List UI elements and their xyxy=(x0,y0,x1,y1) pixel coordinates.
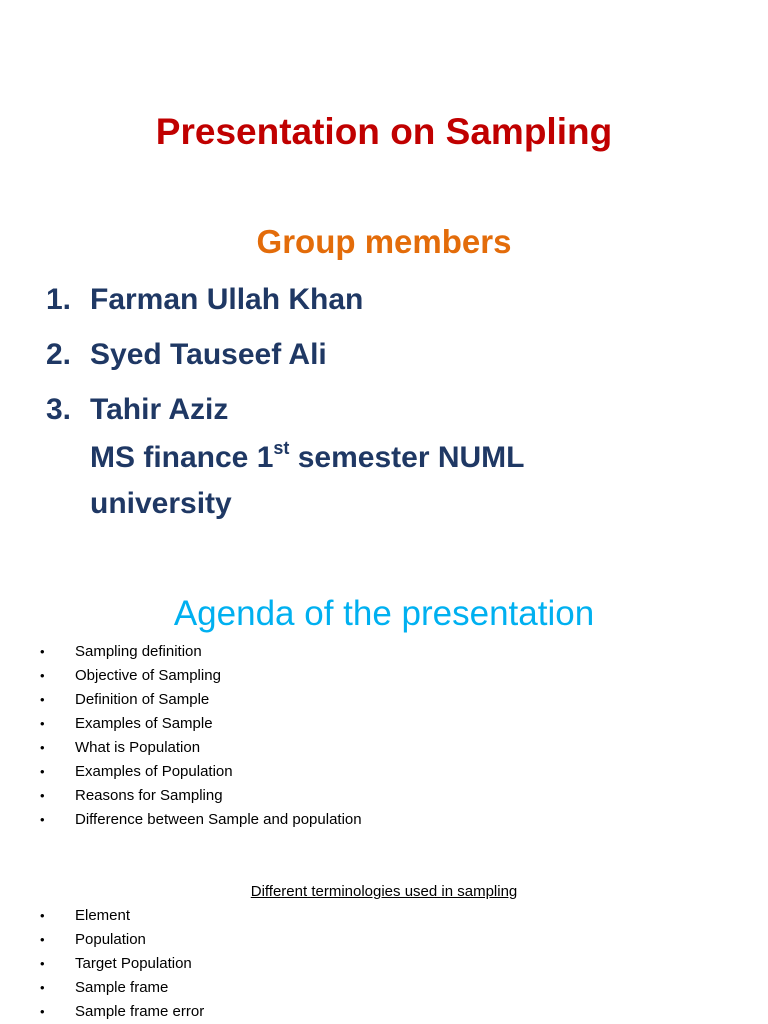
agenda-item-text: Definition of Sample xyxy=(75,691,210,708)
bullet-icon: • xyxy=(40,716,45,731)
bullet-icon: • xyxy=(40,908,45,923)
list-item xyxy=(40,976,204,1000)
member-item xyxy=(46,280,363,320)
bullet-icon: • xyxy=(40,932,45,947)
list-item xyxy=(40,904,204,928)
member-number: 3. xyxy=(46,393,72,426)
agenda-item-text: Objective of Sampling xyxy=(75,667,221,684)
agenda-item-text: Examples of Sample xyxy=(75,715,213,732)
list-item xyxy=(40,640,362,664)
list-item xyxy=(40,760,362,784)
affiliation-line2: university xyxy=(90,487,232,520)
bullet-icon: • xyxy=(40,692,45,707)
list-item xyxy=(40,808,362,832)
term-item-text: Population xyxy=(75,931,146,948)
group-members-list xyxy=(46,280,363,445)
bullet-icon: • xyxy=(40,740,45,755)
list-item xyxy=(40,784,362,808)
list-item xyxy=(40,688,362,712)
list-item xyxy=(40,952,204,976)
affiliation-superscript: st xyxy=(273,438,290,458)
bullet-icon: • xyxy=(40,764,45,779)
term-item-text: Element xyxy=(75,907,131,924)
bullet-icon: • xyxy=(40,956,45,971)
agenda-item-text: Reasons for Sampling xyxy=(75,787,223,804)
term-item-text: Target Population xyxy=(75,955,192,972)
affiliation-prefix: MS finance 1 xyxy=(90,441,274,474)
agenda-item-text: Sampling definition xyxy=(75,643,202,660)
affiliation-text xyxy=(90,435,710,527)
bullet-icon: • xyxy=(40,644,45,659)
agenda-heading: Agenda of the presentation xyxy=(173,594,595,633)
bullet-icon: • xyxy=(40,788,45,803)
agenda-item-text: Difference between Sample and population xyxy=(75,811,362,828)
member-number: 1. xyxy=(46,283,72,316)
term-item-text: Sample frame error xyxy=(75,1003,205,1020)
member-item xyxy=(46,335,363,375)
list-item xyxy=(40,736,362,760)
list-item xyxy=(40,928,204,952)
page-title: Presentation on Sampling xyxy=(155,111,613,152)
member-number: 2. xyxy=(46,338,72,371)
bullet-icon: • xyxy=(40,812,45,827)
bullet-icon: • xyxy=(40,980,45,995)
terminology-list xyxy=(40,904,204,1024)
agenda-item-text: What is Population xyxy=(75,739,201,756)
bullet-icon: • xyxy=(40,668,45,683)
bullet-icon: • xyxy=(40,1004,45,1019)
list-item xyxy=(40,712,362,736)
agenda-item-text: Examples of Population xyxy=(75,763,233,780)
member-name: Farman Ullah Khan xyxy=(90,283,364,316)
member-item xyxy=(46,390,363,430)
agenda-list xyxy=(40,640,362,832)
group-members-heading: Group members xyxy=(256,223,512,260)
list-item xyxy=(40,1000,204,1024)
member-name: Tahir Aziz xyxy=(90,393,229,426)
term-item-text: Sample frame xyxy=(75,979,169,996)
member-name: Syed Tauseef Ali xyxy=(90,338,327,371)
list-item xyxy=(40,664,362,688)
terminology-heading: Different terminologies used in sampling xyxy=(250,883,518,900)
affiliation-suffix: semester NUML xyxy=(289,441,525,474)
